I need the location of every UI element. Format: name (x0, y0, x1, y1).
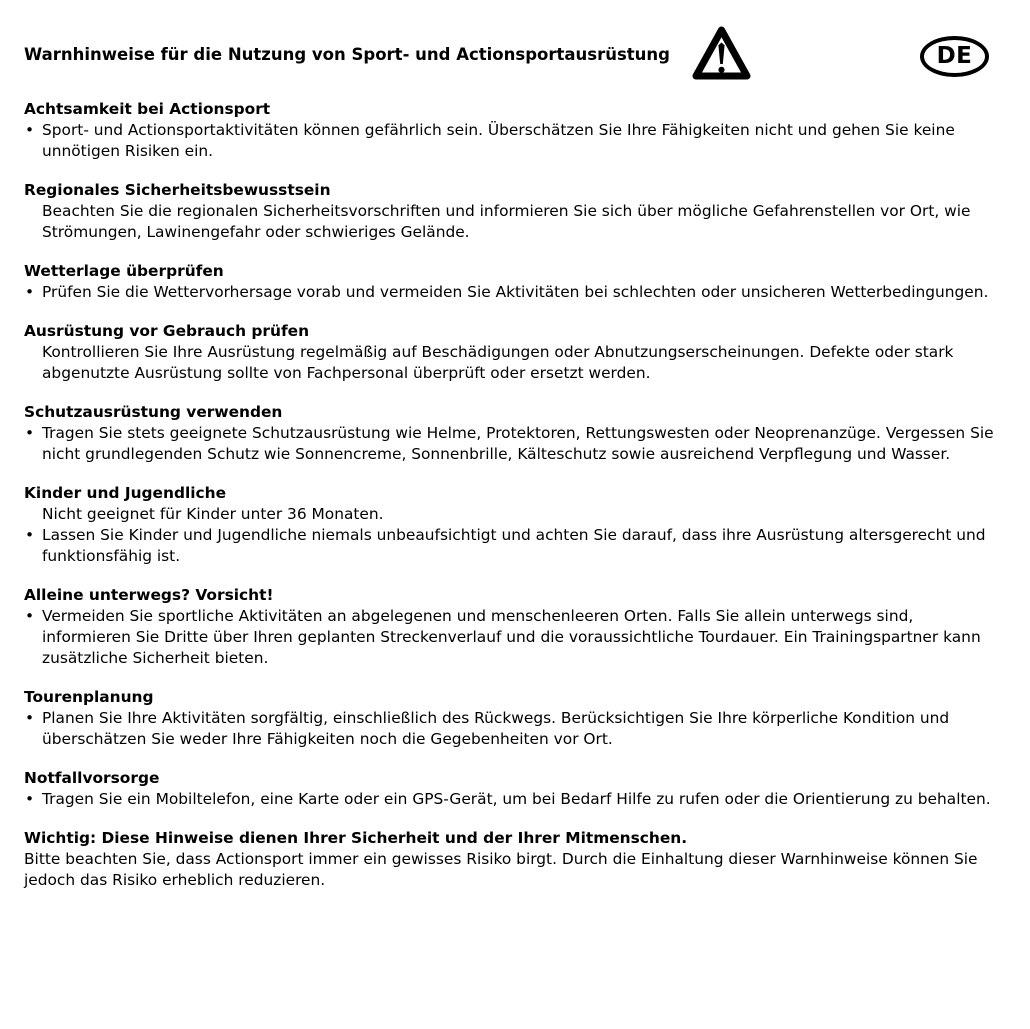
section-heading: Wetterlage überprüfen (24, 262, 224, 280)
document-body (24, 99, 1000, 891)
warning-item: • Vermeiden Sie sportliche Aktivitäten an abgelegenen und menschenleeren Orten. Falls Sie allein unterwegs sind, informieren Sie Dritte über Ihren geplanten Streckenverlauf und die voraussichtliche Tourdauer. Ein Trainingspartner kann zusätzliche Sicherheit bieten. (24, 606, 1000, 669)
section-kinder (24, 483, 1000, 567)
page-title: Warnhinweise für die Nutzung von Sport- und Actionsportausrüstung (24, 45, 670, 64)
warning-item: • Sport- und Actionsportaktivitäten können gefährlich sein. Überschätzen Sie Ihre Fähigkeiten nicht und gehen Sie keine unnötigen Risiken ein. (24, 120, 1000, 162)
section-achtsamkeit (24, 99, 1000, 162)
warning-item: Beachten Sie die regionalen Sicherheitsvorschriften und informieren Sie sich über mögliche Gefahrenstellen vor Ort, wie Strömungen, Lawinengefahr oder schwieriges Gelände. (42, 202, 971, 241)
section-heading: Alleine unterwegs? Vorsicht! (24, 586, 274, 604)
warning-item: Kontrollieren Sie Ihre Ausrüstung regelmäßig auf Beschädigungen oder Abnutzungserscheinungen. Defekte oder stark abgenutzte Ausrüstung sollte von Fachpersonal überprüft oder ersetzt werden. (42, 343, 954, 382)
warning-triangle-icon (691, 23, 752, 84)
section-heading: Schutzausrüstung verwenden (24, 403, 283, 421)
section-alleine-unterwegs (24, 585, 1000, 669)
warning-item: • Planen Sie Ihre Aktivitäten sorgfältig, einschließlich des Rückwegs. Berücksichtigen Sie Ihre körperliche Kondition und überschätzen Sie weder Ihre Fähigkeiten noch die Gegebenheiten vor Ort. (24, 708, 1000, 750)
warning-item: • Tragen Sie ein Mobiltelefon, eine Karte oder ein GPS-Gerät, um bei Bedarf Hilfe zu rufen oder die Orientierung zu behalten. (24, 789, 1000, 810)
section-notfallvorsorge (24, 768, 1000, 810)
important-note-body: Bitte beachten Sie, dass Actionsport immer ein gewisses Risiko birgt. Durch die Einhaltung dieser Warnhinweise können Sie jedoch das Risiko erheblich reduzieren. (24, 850, 978, 889)
warning-item: • Prüfen Sie die Wettervorhersage vorab und vermeiden Sie Aktivitäten bei schlechten oder unsicheren Wetterbedingungen. (24, 282, 1000, 303)
section-heading: Ausrüstung vor Gebrauch prüfen (24, 322, 310, 340)
section-regionales (24, 180, 1000, 243)
warning-item: Nicht geeignet für Kinder unter 36 Monaten. (42, 505, 384, 523)
section-heading: Notfallvorsorge (24, 769, 160, 787)
section-schutzausruestung (24, 402, 1000, 465)
section-ausruestung (24, 321, 1000, 384)
section-wetterlage (24, 261, 1000, 303)
section-heading: Regionales Sicherheitsbewusstsein (24, 181, 331, 199)
section-tourenplanung (24, 687, 1000, 750)
warning-item: • Lassen Sie Kinder und Jugendliche niemals unbeaufsichtigt und achten Sie darauf, dass ihre Ausrüstung altersgerecht und funktionsfähig ist. (24, 525, 1000, 567)
important-note-heading: Wichtig: Diese Hinweise dienen Ihrer Sicherheit und der Ihrer Mitmenschen. (24, 829, 688, 847)
section-heading: Kinder und Jugendliche (24, 484, 227, 502)
important-note (24, 828, 1000, 891)
section-heading: Achtsamkeit bei Actionsport (24, 100, 271, 118)
language-badge-de (920, 36, 989, 77)
section-heading: Tourenplanung (24, 688, 154, 706)
warning-item: • Tragen Sie stets geeignete Schutzausrüstung wie Helme, Protektoren, Rettungswesten oder Neoprenanzüge. Vergessen Sie nicht grundlegenden Schutz wie Sonnencreme, Sonnenbrille, Kälteschutz sowie ausreichend Verpflegung und Wasser. (24, 423, 1000, 465)
language-badge-label: DE (936, 43, 973, 69)
